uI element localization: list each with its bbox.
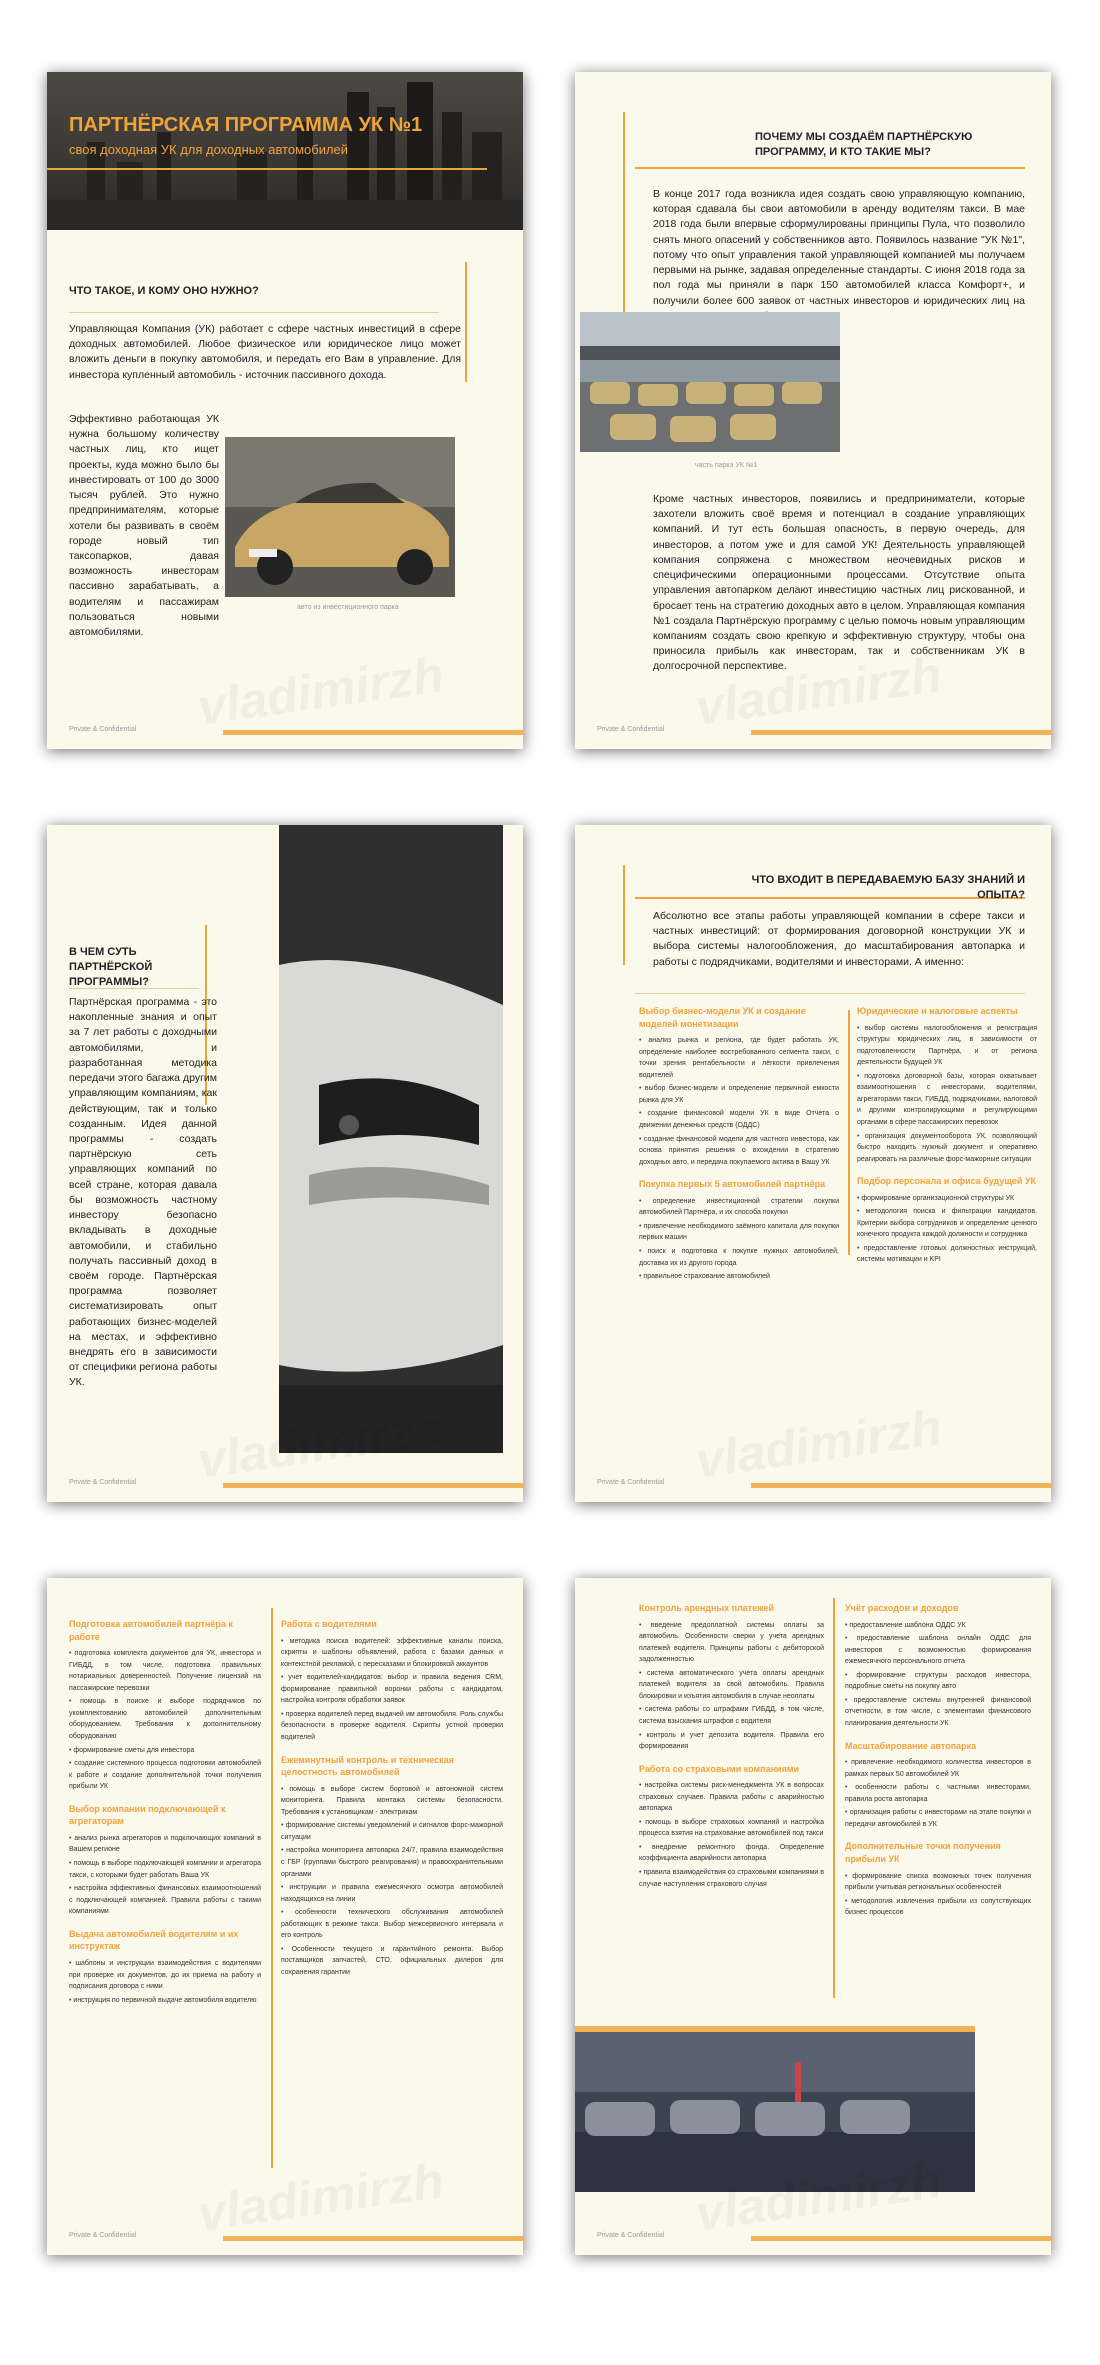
section-title: Учёт расходов и доходов (845, 1603, 959, 1613)
bullet-list (857, 1193, 1037, 1266)
list-item: • учет водителей-кандидатов: выбор и правила ведения CRM, формирование правильной воронки работы с кандидатом, настройка контроля обработки заявок (281, 1672, 503, 1707)
knowledge-right-column (845, 1602, 1031, 1929)
list-item: • выбор системы налогообложения и регистрация структуры юридических лиц, в зависимости от подготовленности Партнёра, и от региона деятельности будущей УК (857, 1023, 1037, 1069)
title-underline (47, 168, 487, 170)
bullet-list (639, 1035, 839, 1168)
list-item: • выбор бизнес-модели и определение первичной емкости рынка для УК (639, 1083, 839, 1106)
section-title: Масштабирование автопарка (845, 1740, 977, 1751)
history-paragraph-intro (653, 187, 1025, 324)
column-separator (848, 1010, 850, 1255)
list-item: • формирование списка возможных точек получения прибыли учитывая региональных особенностей (845, 1871, 1031, 1894)
footer-bar (223, 730, 523, 735)
fleet-photo (580, 312, 840, 452)
footer-bar (223, 2236, 523, 2241)
section-heading: ПОЧЕМУ МЫ СОЗДАЁМ ПАРТНЁРСКУЮ ПРОГРАММУ, И КТО ТАКИЕ МЫ? (755, 131, 973, 158)
list-item: • привлечение необходимого заёмного капитала для покупки первых машин (639, 1221, 839, 1244)
footer-bar (751, 2236, 1051, 2241)
page-6 (575, 1578, 1051, 2255)
section-title: Ежеминутный контроль и техническая целостность автомобилей (281, 1754, 454, 1778)
divider (635, 993, 1025, 994)
section-title: Подбор персонала и офиса будущей УК (857, 1176, 1037, 1187)
list-item: • анализ рынка агрегаторов и подключающих компаний в Вашем регионе (69, 1833, 261, 1856)
footer: Private & Confidential (597, 726, 665, 733)
list-item: • предоставление шаблона онлайн ОДДС для инвесторов с возможностью формирования ежемесячного персонального отчета (845, 1633, 1031, 1668)
page-1 (47, 72, 523, 749)
bullet-list (281, 1784, 503, 1979)
list-item: • формирование сметы для инвестора (69, 1745, 261, 1757)
list-item: • настройка эффективных финансовых взаимоотношений с подключающей компанией. Правила работы с такими компаниями (69, 1883, 261, 1918)
section-heading: ЧТО ТАКОЕ, И КОМУ ОНО НУЖНО? (69, 285, 259, 297)
list-item: • формирование системы уведомлений и сигналов форс-мажорной ситуации (281, 1820, 503, 1843)
list-item: • шаблоны и инструкции взаимодействия с водителями при проверке их документов, до их приема на работу и подписания договора с ними (69, 1958, 261, 1993)
audience-paragraph: Эффективно работающая УК нужна большому количеству частных лиц, кто ищет проекты, куда можно было бы инвестировать от 100 до 3000 тысяч рублей. Это нужно предпринимателям, которые хотели бы развивать в своём городе новый тип таксопарков, давая возможность инвесторам пассивно зарабатывать, а водителям и пассажирам пользоваться новыми автомобилями. (69, 413, 219, 639)
section-title: Работа со страховыми компаниями (639, 1763, 800, 1774)
section-title: Покупка первых 5 автомобилей партнёра (639, 1179, 826, 1190)
knowledge-left-column (639, 1602, 824, 1900)
bullet-list (845, 1871, 1031, 1919)
list-item: • методика поиска водителей: эффективные каналы поиска, скрипты и шаблоны объявлений, работа с базами данных и контекстной рекламой, с пересказами и блокировкой аккаунтов (281, 1636, 503, 1671)
footer: Private & Confidential (597, 1479, 665, 1486)
list-item: • подготовка договорной базы, которая охватывает взаимоотношения с инвесторами, водителями, агрегаторами такси, ГИБДД, подрядчиками, налоговой и другими контролирующими и регулирующими органами в сфере пассажирских перевозок (857, 1071, 1037, 1129)
knowledge-intro: Абсолютно все этапы работы управляющей компании в сфере такси и частных инвестиций: от формирования договорной конструкции УК и выбора системы налогообложения, до масштабирования автопарка и работы с подрядчиками, водителями и инвесторами. А именно: (653, 910, 1025, 968)
list-item: • методология поиска и фильтрации кандидатов. Критерии выбора сотрудников и определение ценного конечного продукта каждой должности и сотрудника (857, 1206, 1037, 1241)
footer-bar (751, 1483, 1051, 1488)
footer: Private & Confidential (69, 2232, 137, 2239)
footer: Private & Confidential (597, 2232, 665, 2239)
bullet-list (69, 1648, 261, 1793)
section-title: Юридические и налоговые аспекты (857, 1006, 1018, 1016)
white-car-photo (279, 825, 503, 1453)
knowledge-right-column (281, 1618, 503, 1988)
section-title: Выдача автомобилей водителям и их инструктаж (69, 1928, 239, 1952)
section-title: Подготовка автомобилей партнёра к работе (69, 1619, 233, 1642)
bullet-list (639, 1620, 824, 1753)
photo-caption: часть парка УК №1 (695, 462, 758, 469)
list-item: • система работы со штрафами ГИБДД, в том числе, система взыскания штрафов с водителя (639, 1704, 824, 1727)
partners-paragraph: Кроме частных инвесторов, появились и предприниматели, которые захотели вложить своё время и потенциал в создание управляющих компаний. И тут есть большая опасность, в первую очередь, для инвесторов, а потом уже и для самой УК! Деятельность управляющей компания сопряжена с множеством неочевидных рисков и специфическими операционными процессами. Отсутствие опыта управления автопарком делают инвестицию частных лиц рискованной, и бросает тень на стратегию доходных авто в целом. Управляющая компания №1 создала Партнёрскую программу с целью помочь новым управляющим компаниям создать свою крепкую и эффективную структуру, чтобы она приносила прибыль как инвесторам, так и собственникам УК в долгосрочной перспективе. (653, 493, 1025, 673)
section-title: Дополнительные точки получения прибыли УК (845, 1841, 1001, 1864)
intro-paragraph: Управляющая Компания (УК) работает с сфере частных инвестиций в сфере доходных автомобилей. Любое физическое или юридическое лицо может вложить деньги в покупку автомобиля, и передать его Вам в управление. Для инвестора купленный автомобиль - источник пассивного дохода. (69, 323, 461, 381)
list-item: • организация работы с инвесторами на этапе покупки и передачи автомобилей в УК (845, 1807, 1031, 1830)
list-item: • поиск и подготовка к покупке нужных автомобилей, доставка их из другого города (639, 1246, 839, 1269)
list-item: • предоставление шаблона ОДДС УК (845, 1620, 1031, 1632)
bullet-list (857, 1023, 1037, 1166)
knowledge-left-column (69, 1618, 261, 2016)
bullet-list (281, 1636, 503, 1744)
list-item: • подготовка комплекта документов для УК, инвестора и ГИБДД, в том числе, подготовка правильных нотариальных доверенностей. Получение лицензий на пассажирские перевозки (69, 1648, 261, 1694)
section-heading: В ЧЕМ СУТЬ ПАРТНЁРСКОЙ ПРОГРАММЫ? (69, 946, 153, 988)
list-item: • организация документооборота УК, позволяющий быстро находить нужный документ и оперативно реагировать на различные форс-мажорные ситуации (857, 1131, 1037, 1166)
divider (69, 312, 439, 313)
list-item: • особенности технического обслуживания автомобилей работающих в режиме такси. Выбор межсервисного интервала и его контроль (281, 1907, 503, 1942)
gold-car-photo (225, 437, 455, 597)
watermark (194, 2151, 447, 2243)
footer-bar (223, 1483, 523, 1488)
list-item: • инструкция по первичной выдаче автомобиля водителю (69, 1995, 261, 2007)
watermark (692, 1398, 945, 1490)
list-item: • настройка мониторинга автопарка 24/7, правила взаимодействия с ГБР (группами быстрого реагирования) и правоохранительными органами (281, 1845, 503, 1880)
list-item: • особенности работы с частными инвесторами, правила роста автопарка (845, 1782, 1031, 1805)
history-paragraph-text: В конце 2017 года возникла идея создать свою управляющую компанию, которая сдавала бы свои автомобили в аренду водителям такси. В мае 2018 года были впервые сформулированы принципы Пула, что позволило снять много опасений у собственников авто. Появилось название "УК №1", потому что опыт управления такой управляющей компанией мы получаем первыми на рынке, задавая определенные стандарты. С июня 2018 года за пол года мы приняли в парк 150 автомобилей класса Комфорт+, и получили более 600 заявок от частных инвесторов и юридических лиц на (653, 188, 1025, 307)
list-item: • система автоматического учета оплаты арендных платежей водителя за свой автомобиль. Правила блокировки и изъятия автомобиля в случае неоплаты (639, 1668, 824, 1703)
bullet-list (845, 1757, 1031, 1830)
list-item: • привлечение необходимого количества инвесторов в рамках первых 50 автомобилей УК (845, 1757, 1031, 1780)
page-subtitle: своя доходная УК для доходных автомобилей (69, 142, 349, 157)
list-item: • правила взаимодействия со страховыми компаниями в случае наступления страхового случая (639, 1867, 824, 1890)
column-separator (271, 1608, 273, 2168)
list-item: • создание финансовой модели для частного инвестора, как основа принятия решения о вхождении в стратегию доходных авто, и передача покупаемого актива в Вашу УК (639, 1134, 839, 1169)
section-title: Работа с водителями (281, 1619, 377, 1629)
list-item: • определение инвестиционной стратегии покупки автомобилей Партнёра, и их способа покупки (639, 1196, 839, 1219)
list-item: • предоставление системы внутренней финансовой отчетности, в том числе, с элементами финансового планирования деятельности УК (845, 1695, 1031, 1730)
footer-bar (751, 730, 1051, 735)
list-item: • предоставление готовых должностных инструкций, системы мотивации и KPI (857, 1243, 1037, 1266)
list-item: • настройка системы риск-менеджмента УК в вопросах страховых случаев. Правила работы с аварийностью автопарка (639, 1780, 824, 1815)
footer: Private & Confidential (69, 726, 137, 733)
list-item: • создание системного процесса подготовки автомобилей к работе и создание дополнительной точки получения прибыли УК (69, 1758, 261, 1793)
watermark (194, 645, 447, 737)
list-item: • инструкции и правила ежемесячного осмотра автомобилей находящихся на линии (281, 1882, 503, 1905)
knowledge-right-column (857, 1005, 1037, 1276)
accent-line (465, 262, 467, 382)
page-title: ПАРТНЁРСКАЯ ПРОГРАММА УК №1 (69, 114, 423, 136)
section-heading: ЧТО ВХОДИТ В ПЕРЕДАВАЕМУЮ БАЗУ ЗНАНИЙ И ОПЫТА? (751, 874, 1025, 901)
accent-line (623, 865, 625, 965)
list-item: • введение предоплатной системы оплаты за автомобиль. Особенности сверки у учета арендных платежей водителя. Принципы работы с дебиторской задолженностью (639, 1620, 824, 1666)
list-item: • помощь в выборе подключающей компании и агрегатора такси, с которыми будет работать Ваша УК (69, 1858, 261, 1881)
list-item: • Особенности текущего и гарантийного ремонта. Выбор поставщиков запчастей, СТО, официальных дилеров для сохранения гарантии (281, 1944, 503, 1979)
section-title: Выбор бизнес-модели УК и создание моделей монетизации (639, 1006, 806, 1029)
photo-caption: авто из инвестиционного парка (297, 604, 399, 611)
page-2 (575, 72, 1051, 749)
footer: Private & Confidential (69, 1479, 137, 1486)
column-separator (833, 1598, 835, 1998)
list-item: • анализ рынка и региона, где будет работать УК, определение наиболее востребованного сегмента такси, с точки зрения рентабельности и лёгкости привлечения водителей (639, 1035, 839, 1081)
bullet-list (639, 1780, 824, 1890)
list-item: • методология извлечения прибыли из сопутствующих бизнес процессов (845, 1896, 1031, 1919)
page-4 (575, 825, 1051, 1502)
section-title: Выбор компании подключающей к агрегаторам (69, 1803, 226, 1827)
bullet-list (639, 1196, 839, 1283)
list-item: • проверка водителей перед выдачей им автомобиля. Роль службы безопасности в проверке водителя. Скрипты устной проверки водителей (281, 1709, 503, 1744)
essence-paragraph: Партнёрская программа - это накопленные знания и опыт за 7 лет работы с доходными автомобилями, и разработанная методика передачи этого багажа другим управляющим компаниям, как действующим, так и только созданным. Идея данной программы - создать партнёрскую сеть управляющих компаний по всей стране, которая давала бы возможность частному инвестору безопасно вкладывать в доходные автомобили, и стабильно получать пассивный доход в своём городе. Партнёрская программа позволяет систематизировать опыт работающих бизнес-моделей на местах, и эффективно внедрять его в зависимости от специфики региона работы УК. (69, 996, 217, 1389)
bullet-list (69, 1833, 261, 1918)
list-item: • помощь в выборе страховых компаний и настройка процесса взятия на страхование автомобилей под такси (639, 1817, 824, 1840)
list-item: • формирование организационной структуры УК (857, 1193, 1037, 1205)
bullet-list (69, 1958, 261, 2006)
section-title: Контроль арендных платежей (639, 1603, 774, 1613)
heading-underline (635, 167, 1025, 169)
list-item: • формирование структуры расходов инвестора, подробные сметы на покупку авто (845, 1670, 1031, 1693)
knowledge-left-column (639, 1005, 839, 1293)
list-item: • помощь в поиске и выборе подрядчиков по укомплектованию автомобилей дополнительным оборудованием. Требования к дополнительному оборудованию (69, 1696, 261, 1742)
list-item: • внедрение ремонтного фонда. Определение коэффициента аварийности автопарка (639, 1842, 824, 1865)
page-3 (47, 825, 523, 1502)
page-5 (47, 1578, 523, 2255)
list-item: • правильное страхование автомобилей (639, 1271, 839, 1283)
list-item: • создание финансовой модели УК в виде Отчета о движении денежных средств (ОДДС) (639, 1108, 839, 1131)
bullet-list (845, 1620, 1031, 1730)
list-item: • контроль и учет депозита водителя. Правила его формирования (639, 1730, 824, 1753)
list-item: • помощь в выборе систем бортовой и автономной систем мониторинга. Правила монтажа системы безопасности. Требования к установщикам - электрикам (281, 1784, 503, 1819)
